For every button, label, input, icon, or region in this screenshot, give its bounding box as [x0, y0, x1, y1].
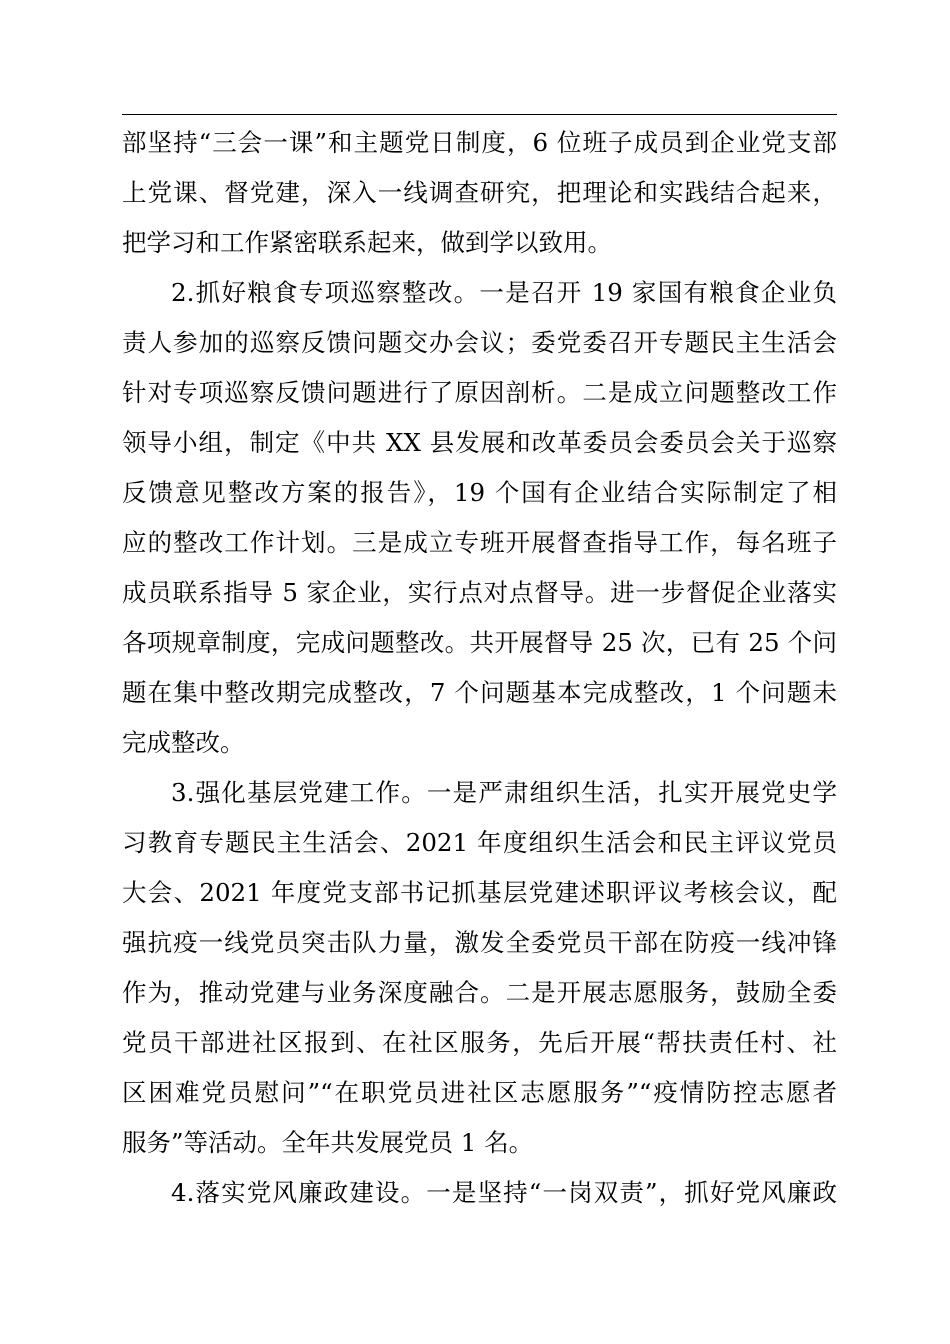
text-line: 反馈意见整改方案的报告》，19 个国有企业结合实际制定了相 [122, 478, 837, 507]
text-line: 领导小组，制定《中共 XX 县发展和改革委员会委员会关于巡察 [122, 428, 837, 457]
paragraph-heading-4: 4.落实党风廉政建设。一是坚持“一岗双责”，抓好党风廉政 [171, 1178, 837, 1207]
text-line: 党员干部进社区报到、在社区服务，先后开展“帮扶责任村、社 [122, 1028, 837, 1057]
text-line: 各项规章制度，完成问题整改。共开展督导 25 次，已有 25 个问 [122, 628, 837, 657]
text-line: 成员联系指导 5 家企业，实行点对点督导。进一步督促企业落实 [122, 578, 837, 607]
text-line: 题在集中整改期完成整改，7 个问题基本完成整改，1 个问题未 [122, 678, 837, 707]
text-line: 部坚持“三会一课”和主题党日制度，6 位班子成员到企业党支部 [122, 128, 837, 157]
text-line: 把学习和工作紧密联系起来，做到学以致用。 [122, 228, 612, 257]
paragraph-heading-3: 3.强化基层党建工作。一是严肃组织生活，扎实开展党史学 [171, 778, 837, 807]
text-line: 完成整改。 [122, 728, 245, 757]
text-line: 区困难党员慰问”“在职党员进社区志愿服务”“疫情防控志愿者 [122, 1078, 837, 1107]
text-line: 针对专项巡察反馈问题进行了原因剖析。二是成立问题整改工作 [122, 378, 837, 407]
text-line: 大会、2021 年度党支部书记抓基层党建述职评议考核会议，配 [122, 878, 837, 907]
text-line: 应的整改工作计划。三是成立专班开展督查指导工作，每名班子 [122, 528, 837, 557]
text-line: 作为，推动党建与业务深度融合。二是开展志愿服务，鼓励全委 [122, 978, 837, 1007]
paragraph-heading-2: 2.抓好粮食专项巡察整改。一是召开 19 家国有粮食企业负 [171, 278, 837, 307]
text-line: 习教育专题民主生活会、2021 年度组织生活会和民主评议党员 [122, 828, 837, 857]
header-rule [122, 114, 837, 115]
text-line: 责人参加的巡察反馈问题交办会议；委党委召开专题民主生活会 [122, 328, 837, 357]
text-line: 上党课、督党建，深入一线调查研究，把理论和实践结合起来， [122, 178, 837, 207]
text-line: 强抗疫一线党员突击队力量，激发全委党员干部在防疫一线冲锋 [122, 928, 837, 957]
text-line: 服务”等活动。全年共发展党员 1 名。 [122, 1128, 534, 1157]
